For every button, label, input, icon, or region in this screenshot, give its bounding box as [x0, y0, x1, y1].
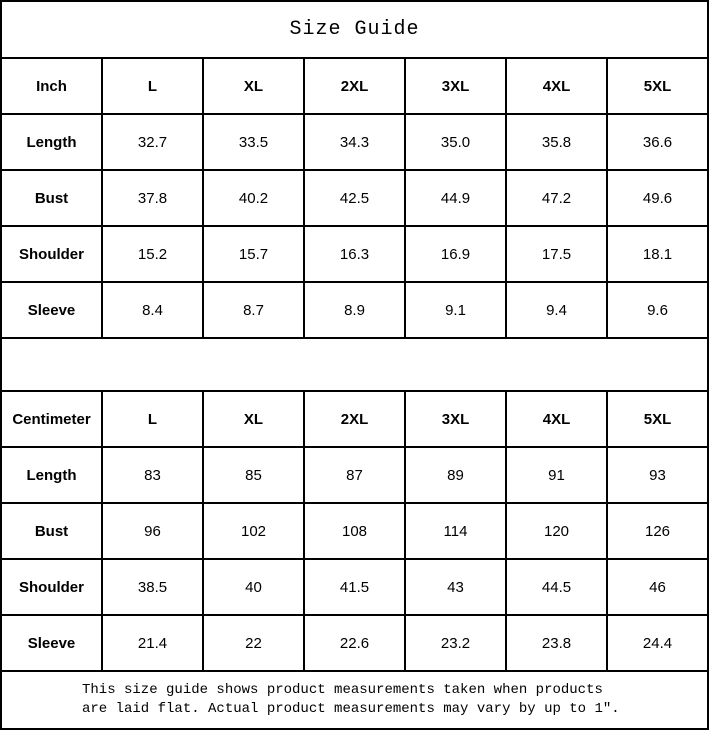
size-header-cell: 2XL	[305, 392, 404, 446]
size-header-cell: 4XL	[507, 59, 606, 113]
value-cell: 34.3	[305, 115, 404, 169]
value-cell: 93	[608, 448, 707, 502]
row-label-cell: Length	[2, 448, 101, 502]
size-header-cell: 3XL	[406, 392, 505, 446]
size-header-cell: 5XL	[608, 392, 707, 446]
value-cell: 32.7	[103, 115, 202, 169]
size-header-cell: 3XL	[406, 59, 505, 113]
value-cell: 96	[103, 504, 202, 558]
value-cell: 17.5	[507, 227, 606, 281]
value-cell: 47.2	[507, 171, 606, 225]
value-cell: 85	[204, 448, 303, 502]
value-cell: 49.6	[608, 171, 707, 225]
value-cell: 36.6	[608, 115, 707, 169]
value-cell: 35.0	[406, 115, 505, 169]
size-header-cell: 4XL	[507, 392, 606, 446]
footnote-line-1: This size guide shows product measurements taken when products	[82, 682, 603, 698]
footnote	[2, 670, 707, 728]
value-cell: 9.4	[507, 283, 606, 337]
size-header-cell: XL	[204, 392, 303, 446]
centimeter-table	[2, 392, 707, 670]
value-cell: 23.8	[507, 616, 606, 670]
inch-table	[2, 59, 707, 337]
value-cell: 33.5	[204, 115, 303, 169]
value-cell: 102	[204, 504, 303, 558]
value-cell: 9.1	[406, 283, 505, 337]
value-cell: 22	[204, 616, 303, 670]
row-label-cell: Bust	[2, 171, 101, 225]
value-cell: 8.9	[305, 283, 404, 337]
value-cell: 38.5	[103, 560, 202, 614]
value-cell: 126	[608, 504, 707, 558]
value-cell: 15.2	[103, 227, 202, 281]
row-label-cell: Shoulder	[2, 227, 101, 281]
value-cell: 41.5	[305, 560, 404, 614]
value-cell: 42.5	[305, 171, 404, 225]
value-cell: 44.5	[507, 560, 606, 614]
unit-header-cell: Centimeter	[2, 392, 101, 446]
value-cell: 9.6	[608, 283, 707, 337]
value-cell: 46	[608, 560, 707, 614]
value-cell: 8.4	[103, 283, 202, 337]
row-label-cell: Bust	[2, 504, 101, 558]
value-cell: 114	[406, 504, 505, 558]
value-cell: 16.9	[406, 227, 505, 281]
value-cell: 8.7	[204, 283, 303, 337]
footnote-line-2: are laid flat. Actual product measurements may vary by up to 1″.	[82, 701, 620, 717]
value-cell: 43	[406, 560, 505, 614]
value-cell: 16.3	[305, 227, 404, 281]
unit-header-cell: Inch	[2, 59, 101, 113]
size-header-cell: 5XL	[608, 59, 707, 113]
page-title: Size Guide	[2, 2, 707, 59]
value-cell: 21.4	[103, 616, 202, 670]
row-label-cell: Length	[2, 115, 101, 169]
value-cell: 35.8	[507, 115, 606, 169]
size-header-cell: XL	[204, 59, 303, 113]
value-cell: 44.9	[406, 171, 505, 225]
value-cell: 18.1	[608, 227, 707, 281]
value-cell: 23.2	[406, 616, 505, 670]
row-label-cell: Sleeve	[2, 616, 101, 670]
value-cell: 40.2	[204, 171, 303, 225]
value-cell: 87	[305, 448, 404, 502]
value-cell: 91	[507, 448, 606, 502]
value-cell: 89	[406, 448, 505, 502]
spacer-row	[2, 337, 707, 392]
value-cell: 22.6	[305, 616, 404, 670]
value-cell: 37.8	[103, 171, 202, 225]
value-cell: 120	[507, 504, 606, 558]
row-label-cell: Shoulder	[2, 560, 101, 614]
value-cell: 15.7	[204, 227, 303, 281]
value-cell: 108	[305, 504, 404, 558]
row-label-cell: Sleeve	[2, 283, 101, 337]
value-cell: 83	[103, 448, 202, 502]
value-cell: 40	[204, 560, 303, 614]
size-header-cell: L	[103, 392, 202, 446]
size-header-cell: 2XL	[305, 59, 404, 113]
value-cell: 24.4	[608, 616, 707, 670]
size-header-cell: L	[103, 59, 202, 113]
